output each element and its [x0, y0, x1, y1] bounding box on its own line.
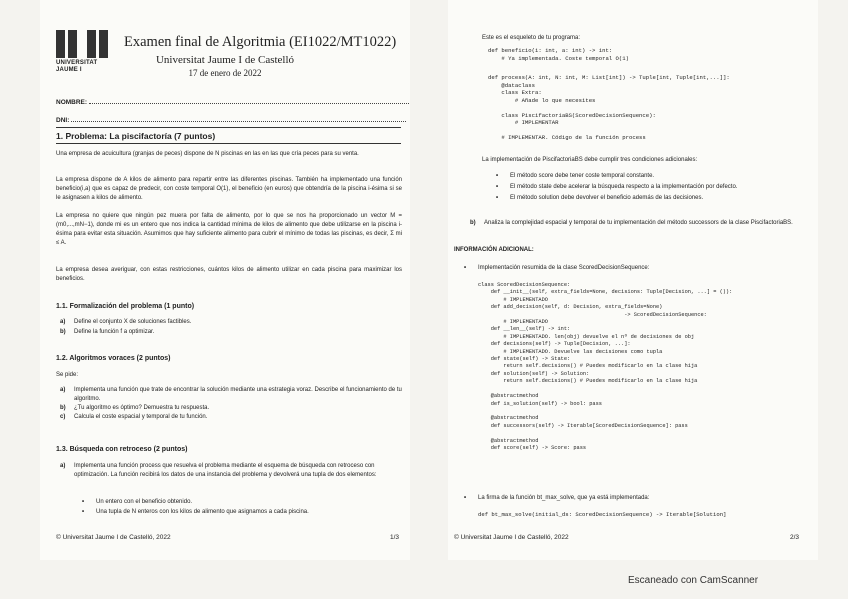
list-item: • El método state debe acelerar la búsqueda respecto a la implementación por defecto. [496, 184, 738, 190]
exam-date: 17 de enero de 2022 [188, 68, 262, 78]
paragraph-4: La empresa desea averiguar, con estas restricciones, cuántos kilos de alimento utilizar en cada piscina para maximizar los beneficios. [56, 267, 402, 282]
list-item: • El método solution debe devolver el beneficio además de las decisiones. [496, 195, 704, 201]
list-item: b) Define la función f a optimizar. [60, 329, 155, 335]
code-block-bt-max-solve: def bt_max_solve(initial_ds: ScoredDecisionSequence) -> Iterable[Solution] [478, 511, 727, 518]
list-item: a) Define el conjunto X de soluciones factibles. [60, 319, 192, 325]
list-item: c) Calcula el coste espacial y temporal de tu función. [60, 414, 208, 420]
nombre-label: NOMBRE: [56, 99, 88, 106]
list-item: a) Implementa una función que trate de encontrar la solución mediante una estrategia voraz. Describe el funcionamiento de tu algoritmo. [60, 387, 402, 402]
paragraph-1: Una empresa de acuicultura (granjas de peces) dispone de N piscinas en las en las que cría peces para su venta. [56, 151, 359, 157]
footer-copyright: © Universitat Jaume I de Castelló, 2022 [454, 534, 569, 541]
list-item: • La firma de la función bt_max_solve, que ya está implementada: [464, 495, 650, 501]
nombre-field [56, 98, 409, 106]
additional-info-heading: INFORMACIÓN ADICIONAL: [454, 247, 534, 253]
section-1-2-intro: Se pide: [56, 372, 79, 378]
list-item: a) Implementa una función process que resuelva el problema mediante el esquema de búsqueda con retroceso con optimización. La función recibirá los datos de una instancia del problema y devolverá una tupla de dos elementos: [60, 463, 377, 478]
list-item: • Una tupla de N enteros con los kilos de alimento que asignamos a cada piscina. [82, 509, 309, 515]
list-item: • Implementación resumida de la clase ScoredDecisionSequence: [464, 265, 650, 271]
logo-line-2: JAUME I [56, 67, 82, 73]
section-1-1-heading: 1.1. Formalización del problema (1 punto) [56, 303, 195, 310]
code-block-scored-decision-sequence: class ScoredDecisionSequence: def __init__(self, extra_fields=None, decisions: Tuple[Decision, ...] = ()): # IMPLEMENTADO def add_decision(self, d: Decision, extra_fields=None) -> ScoredDecisionSequence: # IMPLEMENTADO def __len__(self) -> int: # IMPLEMENTADO. len(obj) devuelve el nº de decisiones de obj def decisions(self) -> Tuple[Decision, ...]: # IMPLEMENTADO. Devuelve las decisiones como tupla def state(self) -> State: return self.decisions() # Puedes modificarlo en la clase hija def solution(self) -> Solution: return self.decisions() # Puedes modificarlo en la clase hija @abstractmethod def is_solution(self) -> bool: pass @abstractmethod def successors(self) -> Iterable[ScoredDecisionSequence]: pass @abstractmethod def score(self) -> Score: pass [478, 282, 733, 451]
list-item: b) ¿Tu algoritmo es óptimo? Demuestra tu respuesta. [60, 405, 210, 411]
paragraph-3: La empresa no quiere que ningún pez muera por falta de alimento, por lo que se nos ha proporcionado un vector M = (m0,...,mN−1), donde mi es un entero que nos indica la cantidad mínima de kilos de alimento que debe utilizarse en la piscina i-ésima para evitar esta situación. Asumimos que hay suficiente alimento para cubrir el mínimo de todas las piscinas, es decir, Σ mi ≤ A. [56, 213, 402, 246]
section-1-heading: 1. Problema: La piscifactoría (7 puntos) [56, 131, 216, 141]
conditions-intro: La implementación de PiscifactoriaBS debe cumplir tres condiciones adicionales: [482, 157, 698, 163]
divider [56, 127, 401, 128]
skeleton-intro: Este es el esqueleto de tu programa: [482, 35, 581, 41]
dni-field [56, 116, 406, 124]
section-1-2-heading: 1.2. Algoritmos voraces (2 puntos) [56, 355, 171, 362]
list-item: b) Analiza la complejidad espacial y temporal de tu implementación del método successors de la clase PiscifactoriaBS. [470, 220, 793, 226]
logo-line-1: UNIVERSITAT [56, 60, 98, 66]
code-block-beneficio: def beneficio(i: int, a: int) -> int: # Ya implementada. Coste temporal O(1) [488, 47, 629, 62]
dni-label: DNI: [56, 117, 70, 124]
footer-page-number: 2/3 [790, 534, 800, 541]
university-name: Universitat Jaume I de Castelló [155, 54, 295, 66]
exam-page-2 [448, 0, 818, 560]
divider [56, 143, 401, 144]
paragraph-2: La empresa dispone de A kilos de alimento para repartir entre las diferentes piscinas. También ha implementado una función beneficio(i,a) que es capaz de predecir, con coste temporal O(1), el beneficio (en euros) que obtendría de la piscina i-ésima si se le asignasen a kilos de alimento. [56, 177, 402, 201]
footer-copyright: © Universitat Jaume I de Castelló, 2022 [56, 534, 171, 541]
list-item: • Un entero con el beneficio obtenido. [82, 499, 193, 505]
scanner-watermark: Escaneado con CamScanner [628, 575, 759, 586]
footer-page-number: 1/3 [390, 534, 400, 541]
exam-page-1 [40, 0, 410, 560]
exam-title: Examen final de Algoritmia (EI1022/MT1022) [124, 34, 397, 50]
list-item: • El método score debe tener coste temporal constante. [496, 173, 655, 179]
code-block-process: def process(A: int, N: int, M: List[int]) -> Tuple[int, Tuple[int,...]]: @dataclass class Extra: # Añade lo que necesites class PiscifactoriaBS(ScoredDecisionSequence): # IMPLEMENTAR # IMPLEMENTAR. Código de la función process [488, 74, 730, 141]
section-1-3-heading: 1.3. Búsqueda con retroceso (2 puntos) [56, 446, 188, 453]
